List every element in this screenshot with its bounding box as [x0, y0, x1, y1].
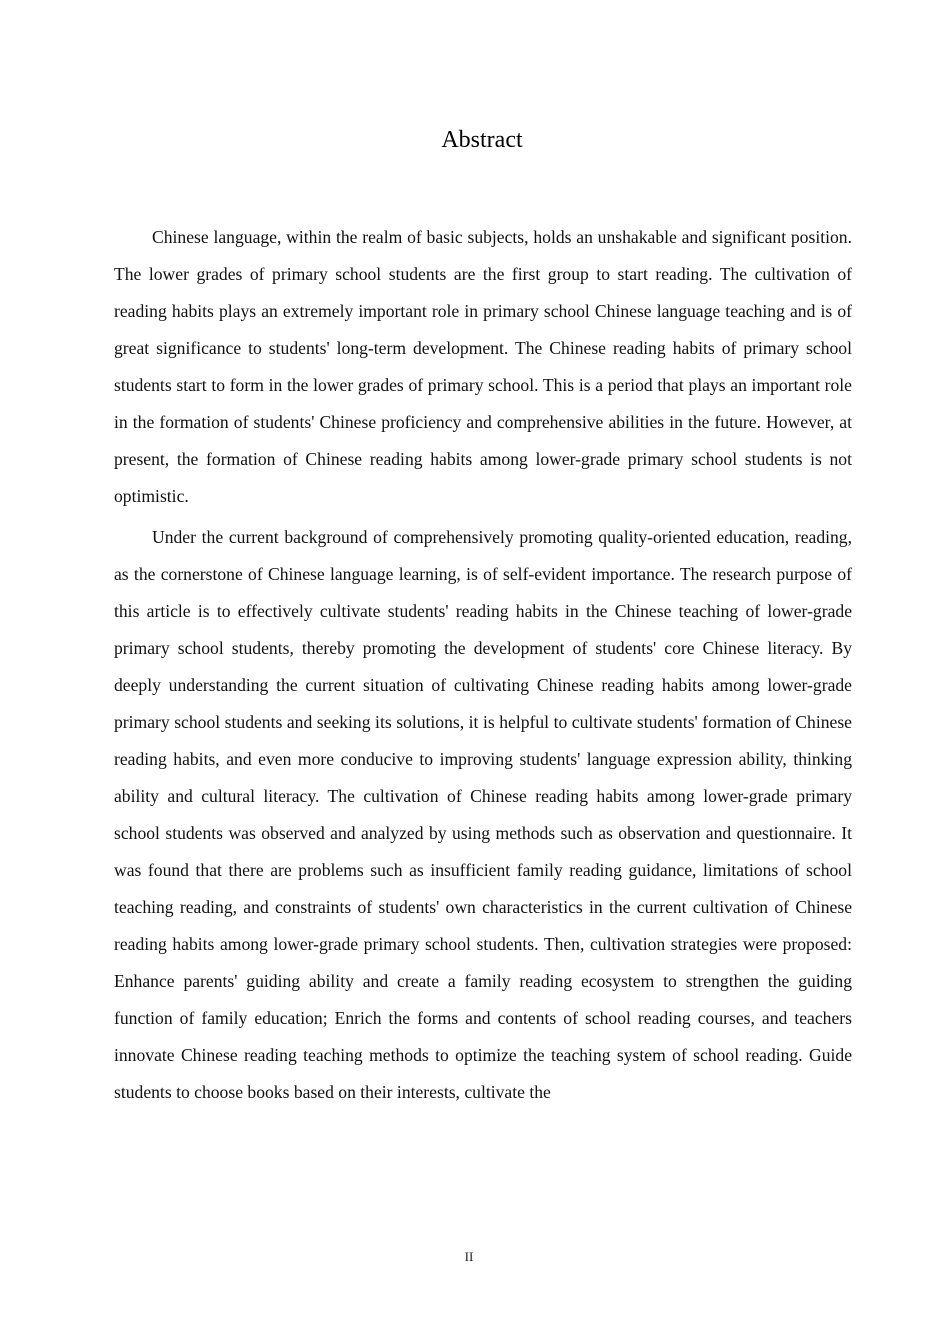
page-title: Abstract [441, 127, 523, 153]
abstract-paragraph-2: Under the current background of comprehensively promoting quality-oriented education, reading, as the cornerstone of Chinese language learning, is of self-evident importance. The research purpose of this article is to effectively cultivate students' reading habits in the Chinese teaching of lower-grade primary school students, thereby promoting the development of students' core Chinese literacy. By deeply understanding the current situation of cultivating Chinese reading habits among lower-grade primary school students and seeking its solutions, it is helpful to cultivate students' formation of Chinese reading habits, and even more conducive to improving students' language expression ability, thinking ability and cultural literacy. The cultivation of Chinese reading habits among lower-grade primary school students was observed and analyzed by using methods such as observation and questionnaire. It was found that there are problems such as insufficient family reading guidance, limitations of school teaching reading, and constraints of students' own characteristics in the current cultivation of Chinese reading habits among lower-grade primary school students. Then, cultivation strategies were proposed: Enhance parents' guiding ability and create a family reading ecosystem to strengthen the guiding function of family education; Enrich the forms and contents of school reading courses, and teachers innovate Chinese reading teaching methods to optimize the teaching system of school reading. Guide students to choose books based on their interests, cultivate the [114, 527, 852, 1102]
abstract-paragraph-1: Chinese language, within the realm of basic subjects, holds an unshakable and significant position. The lower grades of primary school students are the first group to start reading. The cultivation of reading habits plays an extremely important role in primary school Chinese language teaching and is of great significance to students' long-term development. The Chinese reading habits of primary school students start to form in the lower grades of primary school. This is a period that plays an important role in the formation of students' Chinese proficiency and comprehensive abilities in the future. However, at present, the formation of Chinese reading habits among lower-grade primary school students is not optimistic. [114, 227, 852, 506]
page-number: II [464, 1249, 474, 1264]
abstract-body [114, 219, 852, 1111]
